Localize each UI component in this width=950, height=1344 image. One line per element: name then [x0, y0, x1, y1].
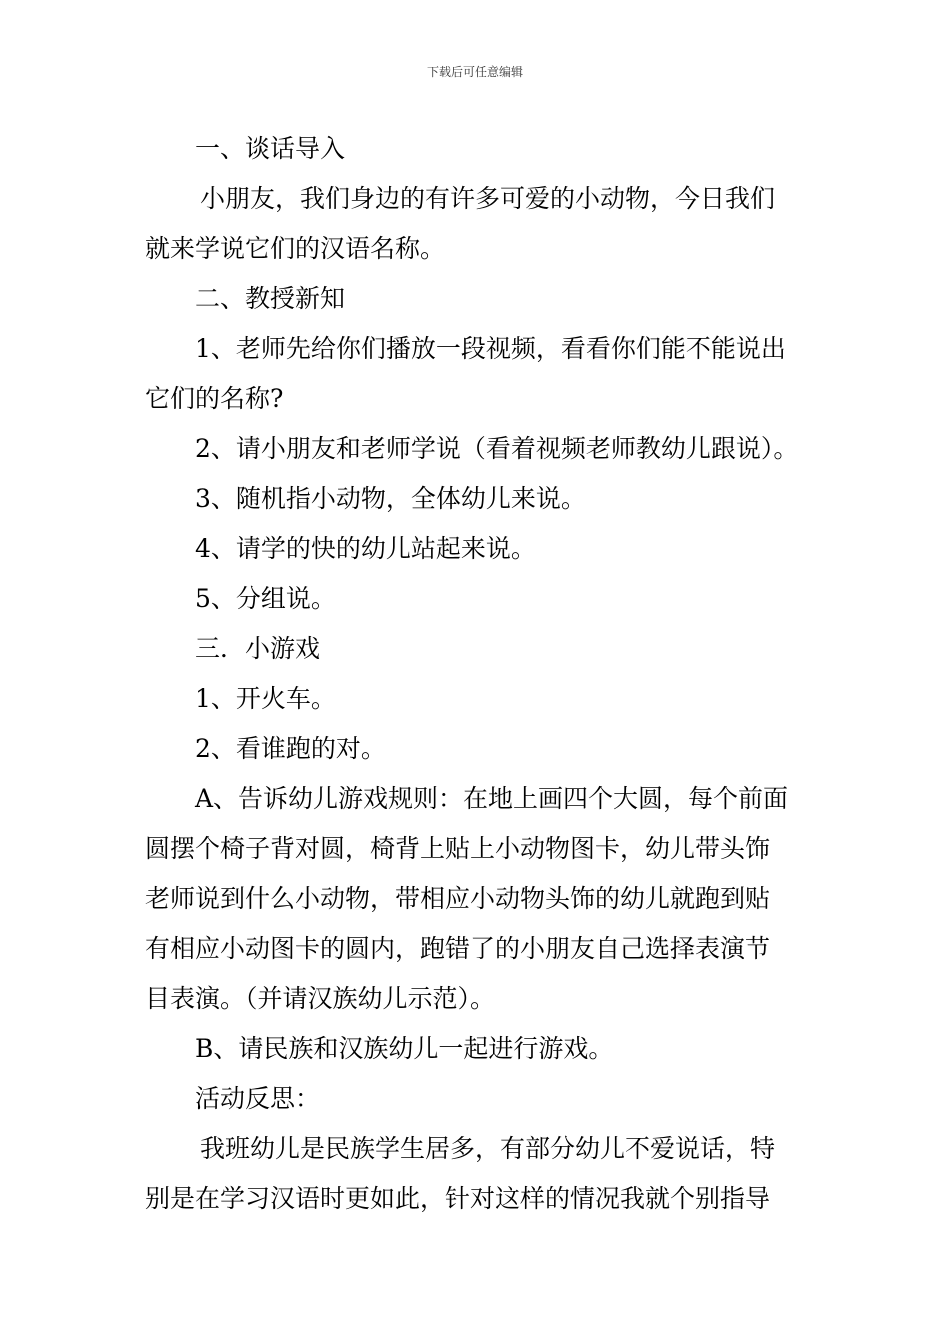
- list-item: 2、请小朋友和老师学说（看着视频老师教幼儿跟说）。: [195, 434, 799, 463]
- paragraph-line: 圆摆个椅子背对圆，椅背上贴上小动物图卡，幼儿带头饰: [145, 834, 771, 863]
- paragraph-line: 小朋友，我们身边的有许多可爱的小动物，今日我们: [200, 184, 776, 213]
- list-item: 3、随机指小动物，全体幼儿来说。: [195, 484, 586, 513]
- paragraph-line: 别是在学习汉语时更如此，针对这样的情况我就个别指导: [145, 1184, 771, 1213]
- section-heading-1: 一、谈话导入: [195, 134, 346, 163]
- section-heading-2: 二、教授新知: [195, 284, 346, 313]
- document-body: [145, 124, 810, 1224]
- list-item: 2、看谁跑的对。: [195, 734, 386, 763]
- list-item: 4、请学的快的幼儿站起来说。: [195, 534, 536, 563]
- paragraph-line: 目表演。（并请汉族幼儿示范）。: [145, 984, 496, 1013]
- paragraph-line: 就来学说它们的汉语名称。: [145, 234, 446, 263]
- list-item: B、请民族和汉族幼儿一起进行游戏。: [195, 1034, 614, 1063]
- section-heading-3: 三．小游戏: [195, 634, 321, 663]
- paragraph-line: 它们的名称?: [145, 384, 284, 413]
- paragraph-line: 有相应小动图卡的圆内，跑错了的小朋友自己选择表演节: [145, 934, 771, 963]
- page-header-note: 下载后可任意编辑: [426, 65, 523, 79]
- list-item: A、告诉幼儿游戏规则：在地上画四个大圆，每个前面: [195, 784, 789, 813]
- list-item: 5、分组说。: [195, 584, 336, 613]
- section-heading-reflection: 活动反思：: [195, 1084, 321, 1113]
- list-item: 1、开火车。: [195, 684, 336, 713]
- paragraph-line: 老师说到什么小动物，带相应小动物头饰的幼儿就跑到贴: [145, 884, 771, 913]
- paragraph-line: 我班幼儿是民族学生居多，有部分幼儿不爱说话，特: [200, 1134, 776, 1163]
- list-item: 1、老师先给你们播放一段视频，看看你们能不能说出: [195, 334, 786, 363]
